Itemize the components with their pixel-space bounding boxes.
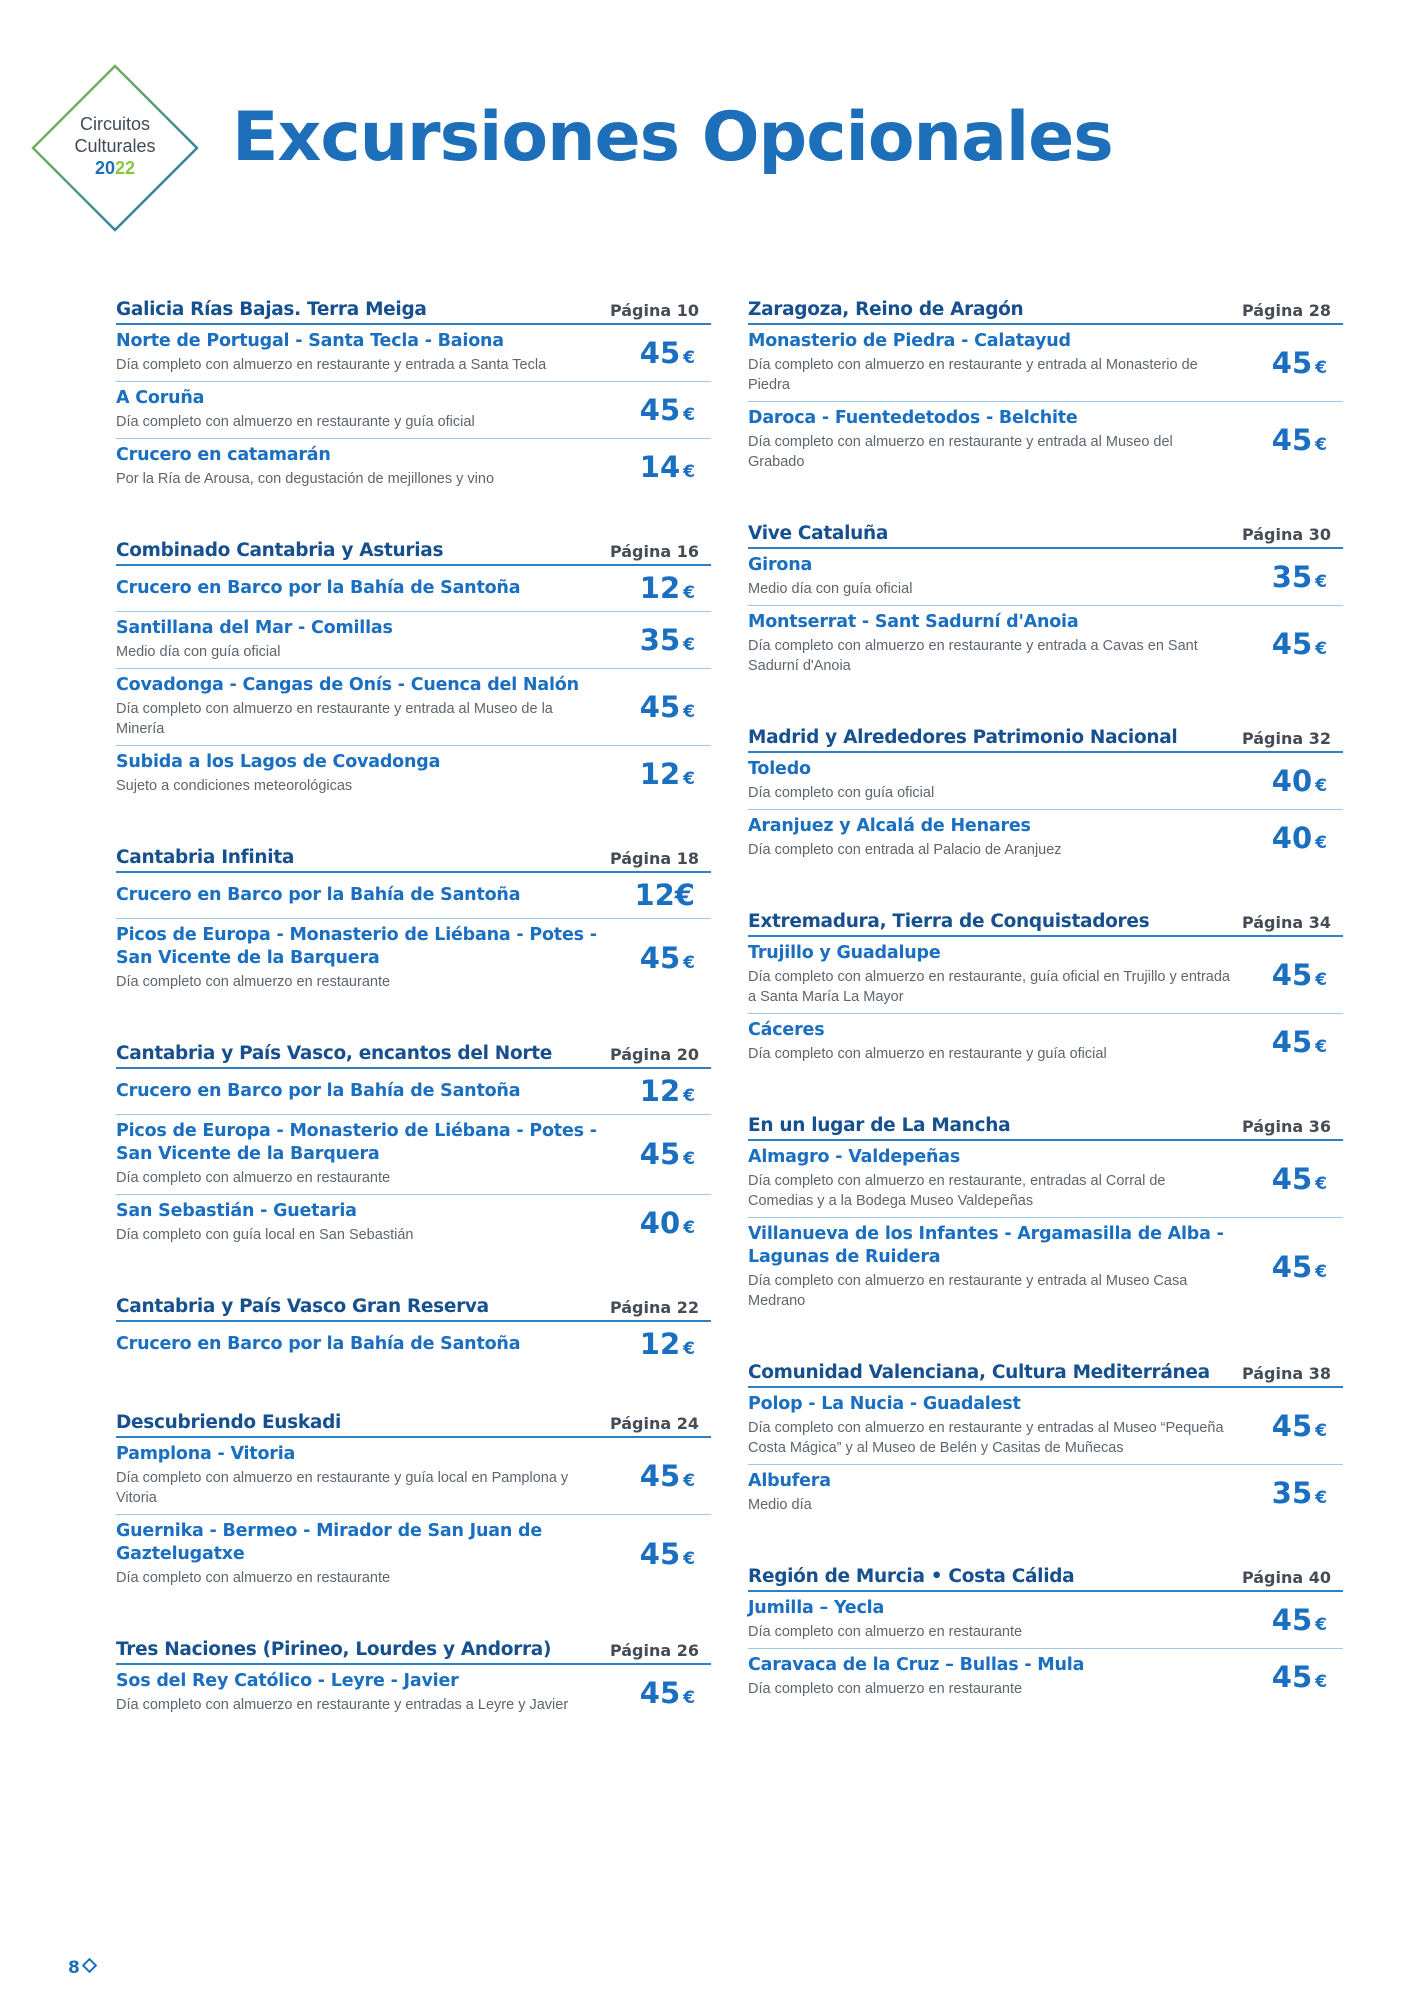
excursion-text — [116, 1120, 609, 1188]
right-column — [748, 298, 1343, 1749]
price-amount: 45 — [1271, 1024, 1313, 1059]
excursion-section — [748, 1565, 1343, 1705]
section-header — [116, 539, 711, 566]
price-amount: 12 — [639, 756, 681, 791]
excursion-item — [116, 1515, 711, 1594]
excursion-section — [748, 726, 1343, 866]
section-page-ref: Página 36 — [1241, 1117, 1331, 1136]
excursion-description: Día completo con almuerzo en restaurante y entrada al Museo Casa Medrano — [748, 1273, 1188, 1309]
excursion-price — [609, 1137, 711, 1171]
section-title: Cantabria Infinita — [116, 847, 295, 868]
section-title: Tres Naciones (Pirineo, Lourdes y Andorra) — [116, 1639, 552, 1660]
excursion-price — [1241, 423, 1343, 457]
section-header — [116, 298, 711, 325]
badge-line1: Circuitos — [79, 114, 150, 134]
price-amount: 45 — [639, 941, 681, 975]
price-amount: 45 — [639, 392, 681, 427]
price-amount: 45 — [1271, 1602, 1313, 1637]
section-header — [116, 1295, 711, 1322]
excursion-description: Día completo con almuerzo en restaurante y guía oficial — [116, 414, 475, 430]
section-header — [748, 726, 1343, 753]
excursion-section — [116, 1295, 711, 1367]
excursion-item — [116, 873, 711, 919]
excursion-item — [116, 325, 711, 382]
excursion-price — [609, 623, 711, 657]
excursion-name: Picos de Europa - Monasterio de Liébana - Potes - San Vicente de la Barquera — [116, 1121, 597, 1164]
excursion-item — [748, 753, 1343, 810]
price-currency: € — [683, 634, 695, 655]
excursion-item — [748, 1218, 1343, 1317]
excursion-description: Día completo con almuerzo en restaurante y entrada al Museo de la Minería — [116, 701, 553, 737]
price-amount: 45 — [1271, 422, 1313, 457]
section-page-ref: Página 16 — [609, 542, 699, 561]
excursion-text — [116, 884, 609, 907]
excursion-item — [748, 606, 1343, 682]
excursion-text — [748, 1019, 1241, 1064]
excursion-description: Día completo con almuerzo en restaurante — [116, 974, 391, 990]
excursion-section — [116, 539, 711, 802]
excursion-description: Día completo con almuerzo en restaurante y guía local en Pamplona y Vitoria — [116, 1470, 569, 1506]
section-title: Región de Murcia • Costa Cálida — [748, 1566, 1075, 1587]
price-currency: € — [683, 1149, 695, 1169]
excursion-price — [609, 1459, 711, 1493]
excursion-text — [116, 617, 609, 662]
excursion-item — [748, 325, 1343, 402]
excursion-section — [116, 1638, 711, 1721]
excursion-description: Día completo con almuerzo en restaurante — [748, 1681, 1023, 1697]
excursion-name: A Coruña — [116, 388, 205, 408]
price-currency: € — [683, 1687, 695, 1708]
section-header — [116, 1638, 711, 1665]
price-currency: € — [1315, 638, 1327, 659]
section-page-ref: Página 26 — [609, 1641, 699, 1660]
excursion-text — [748, 1470, 1241, 1515]
section-title: Descubriendo Euskadi — [116, 1412, 342, 1433]
excursion-description: Día completo con guía local en San Sebastián — [116, 1227, 414, 1243]
excursion-text — [748, 407, 1241, 472]
section-page-ref: Página 24 — [609, 1414, 699, 1433]
price-currency: € — [1315, 969, 1327, 990]
section-page-ref: Página 18 — [609, 849, 699, 868]
section-header — [748, 298, 1343, 325]
excursion-price — [609, 336, 711, 370]
section-header — [748, 1114, 1343, 1141]
excursion-price — [609, 1206, 711, 1240]
section-page-ref: Página 28 — [1241, 301, 1331, 320]
price-currency: € — [1315, 571, 1327, 592]
excursion-price — [609, 1327, 711, 1361]
excursion-text — [748, 942, 1241, 1007]
price-currency: € — [683, 953, 695, 973]
excursion-price — [1241, 764, 1343, 798]
badge-line2: Culturales — [74, 136, 156, 156]
excursion-text — [116, 1333, 609, 1356]
excursion-price — [1241, 821, 1343, 855]
excursion-price — [609, 757, 711, 791]
page-title: Excursiones Opcionales — [232, 98, 1113, 177]
excursion-price — [1241, 1250, 1343, 1284]
price-amount: 45 — [1271, 957, 1313, 992]
excursion-price — [609, 1537, 711, 1571]
excursion-description: Medio día — [748, 1497, 812, 1513]
excursion-description: Día completo con almuerzo en restaurante y entrada al Museo del Grabado — [748, 434, 1173, 470]
page-number: 8 — [68, 1958, 80, 1978]
excursion-description: Día completo con almuerzo en restaurante — [748, 1624, 1023, 1640]
excursion-text — [116, 387, 609, 432]
excursion-name: Subida a los Lagos de Covadonga — [116, 752, 441, 772]
excursion-text — [116, 1080, 609, 1103]
price-amount: 45 — [1271, 626, 1313, 661]
excursion-section — [748, 1361, 1343, 1521]
price-currency: € — [683, 1086, 695, 1106]
excursion-description: Día completo con almuerzo en restaurante y entrada al Monasterio de Piedra — [748, 357, 1198, 393]
excursion-item — [116, 1069, 711, 1115]
excursion-price — [609, 690, 711, 724]
excursion-price — [1241, 627, 1343, 661]
price-currency: € — [683, 461, 695, 482]
excursion-price — [609, 450, 711, 484]
excursion-item — [116, 1195, 711, 1251]
excursion-name: Crucero en Barco por la Bahía de Santoña — [116, 1080, 521, 1101]
circuitos-culturales-badge — [30, 63, 200, 233]
excursion-price — [1241, 560, 1343, 594]
excursion-item — [116, 1438, 711, 1515]
excursion-text — [116, 1443, 609, 1508]
excursion-section — [116, 1411, 711, 1594]
excursion-description: Día completo con almuerzo en restaurante y entrada a Santa Tecla — [116, 357, 547, 373]
excursion-item — [116, 439, 711, 495]
excursion-name: Monasterio de Piedra - Calatayud — [748, 331, 1071, 351]
excursion-text — [116, 674, 609, 739]
section-header — [116, 1411, 711, 1438]
excursion-item — [116, 1665, 711, 1721]
excursion-item — [748, 1465, 1343, 1521]
price-amount: 45 — [1271, 1659, 1313, 1694]
price-currency: € — [683, 1217, 695, 1238]
excursion-price — [1241, 1162, 1343, 1196]
excursion-item — [116, 919, 711, 998]
excursion-item — [748, 1014, 1343, 1070]
excursion-text — [116, 330, 609, 375]
excursion-item — [748, 1388, 1343, 1465]
excursion-item — [116, 669, 711, 746]
excursion-price — [1241, 1660, 1343, 1694]
excursion-text — [748, 815, 1241, 860]
excursion-name: Santillana del Mar - Comillas — [116, 618, 393, 638]
excursion-price — [1241, 346, 1343, 380]
excursion-price — [609, 941, 711, 975]
price-amount: 40 — [1271, 820, 1313, 855]
diamond-bullet-icon — [82, 1958, 98, 1974]
excursion-description: Día completo con almuerzo en restaurante y entradas a Leyre y Javier — [116, 1697, 569, 1713]
excursion-name: Albufera — [748, 1471, 831, 1491]
excursion-item — [116, 1322, 711, 1367]
excursion-name: Sos del Rey Católico - Leyre - Javier — [116, 1671, 459, 1691]
excursion-text — [116, 751, 609, 796]
excursion-price — [609, 1074, 711, 1108]
excursion-description: Día completo con entrada al Palacio de Aranjuez — [748, 842, 1062, 858]
section-title: Combinado Cantabria y Asturias — [116, 540, 444, 561]
price-amount: 45 — [639, 689, 681, 724]
excursion-price — [1241, 1476, 1343, 1510]
price-currency: € — [1315, 1173, 1327, 1194]
section-header — [748, 522, 1343, 549]
excursion-text — [116, 1200, 609, 1245]
section-page-ref: Página 10 — [609, 301, 699, 320]
excursion-item — [748, 402, 1343, 478]
excursion-name: Polop - La Nucia - Guadalest — [748, 1394, 1021, 1414]
excursion-name: San Sebastián - Guetaria — [116, 1201, 357, 1221]
price-currency: € — [683, 583, 695, 603]
excursion-name: Covadonga - Cangas de Onís - Cuenca del Nalón — [116, 675, 579, 695]
excursion-name: Crucero en catamarán — [116, 445, 331, 465]
section-page-ref: Página 22 — [609, 1298, 699, 1317]
price-currency: € — [1315, 1614, 1327, 1635]
excursion-name: Caravaca de la Cruz – Bullas - Mula — [748, 1655, 1085, 1675]
excursion-name: Montserrat - Sant Sadurní d'Anoia — [748, 612, 1079, 632]
excursion-price — [1241, 1025, 1343, 1059]
badge-year: 2022 — [94, 158, 136, 178]
excursion-section — [116, 298, 711, 495]
excursion-item — [748, 549, 1343, 606]
excursion-description: Día completo con almuerzo en restaurante, guía oficial en Trujillo y entrada a Santa María La Mayor — [748, 969, 1230, 1005]
price-currency: € — [1315, 1262, 1327, 1282]
section-header — [748, 1361, 1343, 1388]
price-amount: 45 — [639, 1675, 681, 1710]
price-currency: € — [1315, 832, 1327, 853]
excursion-name: Crucero en Barco por la Bahía de Santoña — [116, 884, 521, 905]
excursion-name: Almagro - Valdepeñas — [748, 1147, 961, 1167]
section-title: Comunidad Valenciana, Cultura Mediterránea — [748, 1362, 1210, 1383]
price-amount: 45 — [639, 335, 681, 370]
section-title: Madrid y Alrededores Patrimonio Nacional — [748, 727, 1178, 748]
excursion-description: Por la Ría de Arousa, con degustación de mejillones y vino — [116, 471, 495, 487]
excursion-name: Trujillo y Guadalupe — [748, 943, 941, 963]
section-header — [748, 910, 1343, 937]
excursion-description: Día completo con almuerzo en restaurante y guía oficial — [748, 1046, 1107, 1062]
price-currency: € — [683, 347, 695, 368]
excursion-description: Día completo con almuerzo en restaurante — [116, 1170, 391, 1186]
price-amount: 12€ — [634, 878, 695, 912]
section-header — [116, 1042, 711, 1069]
excursion-name: Cáceres — [748, 1020, 825, 1040]
excursion-section — [116, 1042, 711, 1251]
excursion-text — [116, 577, 609, 600]
price-amount: 45 — [1271, 1250, 1313, 1284]
excursion-price — [609, 1676, 711, 1710]
excursion-name: Villanueva de los Infantes - Argamasilla de Alba - Lagunas de Ruidera — [748, 1224, 1224, 1267]
price-currency: € — [683, 404, 695, 425]
excursion-name: Aranjuez y Alcalá de Henares — [748, 816, 1031, 836]
excursion-text — [116, 1520, 609, 1588]
price-amount: 45 — [639, 1458, 681, 1493]
price-amount: 12 — [639, 571, 681, 605]
excursion-item — [116, 1115, 711, 1195]
section-page-ref: Página 20 — [609, 1045, 699, 1064]
price-amount: 12 — [639, 1074, 681, 1108]
excursion-description: Sujeto a condiciones meteorológicas — [116, 778, 353, 794]
excursion-section — [748, 522, 1343, 682]
excursion-item — [116, 746, 711, 802]
price-amount: 45 — [1271, 345, 1313, 380]
section-page-ref: Página 34 — [1241, 913, 1331, 932]
excursion-name: Toledo — [748, 759, 811, 779]
excursion-name: Girona — [748, 555, 813, 575]
section-page-ref: Página 38 — [1241, 1364, 1331, 1383]
excursion-item — [748, 810, 1343, 866]
price-amount: 40 — [639, 1205, 681, 1240]
excursion-text — [748, 611, 1241, 676]
price-amount: 35 — [1271, 1475, 1313, 1510]
excursion-text — [748, 330, 1241, 395]
section-title: Zaragoza, Reino de Aragón — [748, 299, 1024, 320]
excursion-name: Crucero en Barco por la Bahía de Santoña — [116, 1333, 521, 1354]
price-currency: € — [683, 1549, 695, 1569]
section-title: Extremadura, Tierra de Conquistadores — [748, 911, 1150, 932]
price-amount: 40 — [1271, 763, 1313, 798]
excursion-text — [116, 1670, 609, 1715]
section-page-ref: Página 30 — [1241, 525, 1331, 544]
excursion-name: Norte de Portugal - Santa Tecla - Baiona — [116, 331, 504, 351]
excursion-name: Guernika - Bermeo - Mirador de San Juan de Gaztelugatxe — [116, 1521, 542, 1564]
excursion-description: Medio día con guía oficial — [748, 581, 913, 597]
excursion-description: Día completo con guía oficial — [748, 785, 935, 801]
excursion-price — [1241, 1409, 1343, 1443]
excursion-item — [116, 612, 711, 669]
excursion-item — [116, 382, 711, 439]
excursion-name: Daroca - Fuentedetodos - Belchite — [748, 408, 1078, 428]
excursion-price — [1241, 958, 1343, 992]
section-title: Vive Cataluña — [748, 523, 889, 544]
excursion-price — [1241, 1603, 1343, 1637]
price-amount: 12 — [639, 1327, 681, 1361]
price-amount: 45 — [639, 1137, 681, 1171]
price-currency: € — [1315, 357, 1327, 378]
excursion-name: Jumilla – Yecla — [748, 1598, 885, 1618]
excursion-description: Día completo con almuerzo en restaurante, entradas al Corral de Comedias y a la Bodega Museo Valdepeñas — [748, 1173, 1166, 1209]
excursion-name: Pamplona - Vitoria — [116, 1444, 296, 1464]
excursion-name: Crucero en Barco por la Bahía de Santoña — [116, 577, 521, 598]
price-currency: € — [683, 1339, 695, 1359]
excursion-item — [748, 1592, 1343, 1649]
section-page-ref: Página 40 — [1241, 1568, 1331, 1587]
price-currency: € — [1315, 1671, 1327, 1692]
excursion-price — [609, 393, 711, 427]
left-column — [116, 298, 711, 1765]
price-amount: 35 — [639, 622, 681, 657]
excursion-item — [748, 937, 1343, 1014]
page-footer — [68, 1958, 95, 1978]
excursion-item — [748, 1141, 1343, 1218]
price-currency: € — [1315, 1420, 1327, 1441]
excursion-text — [748, 1597, 1241, 1642]
excursion-description: Día completo con almuerzo en restaurante y entrada a Cavas en Sant Sadurní d'Anoia — [748, 638, 1198, 674]
price-currency: € — [1315, 434, 1327, 455]
price-currency: € — [683, 1470, 695, 1491]
price-amount: 45 — [1271, 1408, 1313, 1443]
section-header — [748, 1565, 1343, 1592]
excursion-text — [116, 444, 609, 489]
excursion-text — [116, 924, 609, 992]
excursion-section — [116, 846, 711, 998]
excursion-section — [748, 1114, 1343, 1317]
excursion-name: Picos de Europa - Monasterio de Liébana - Potes - San Vicente de la Barquera — [116, 925, 597, 968]
excursion-item — [748, 1649, 1343, 1705]
excursion-section — [748, 298, 1343, 478]
price-currency: € — [1315, 1487, 1327, 1508]
excursion-description: Día completo con almuerzo en restaurante y entradas al Museo “Pequeña Costa Mágica” y al Museo de Belén y Casitas de Muñecas — [748, 1420, 1224, 1456]
excursion-price — [609, 571, 711, 605]
section-title: En un lugar de La Mancha — [748, 1115, 1011, 1136]
excursion-section — [748, 910, 1343, 1070]
excursion-price — [609, 878, 711, 912]
excursion-item — [116, 566, 711, 612]
price-currency: € — [1315, 775, 1327, 796]
price-amount: 14 — [639, 449, 681, 484]
excursion-description: Medio día con guía oficial — [116, 644, 281, 660]
price-amount: 45 — [1271, 1161, 1313, 1196]
price-amount: 35 — [1271, 559, 1313, 594]
section-title: Cantabria y País Vasco Gran Reserva — [116, 1296, 489, 1317]
excursion-description: Día completo con almuerzo en restaurante — [116, 1570, 391, 1586]
section-page-ref: Página 32 — [1241, 729, 1331, 748]
excursion-text — [748, 554, 1241, 599]
excursion-text — [748, 1393, 1241, 1458]
section-header — [116, 846, 711, 873]
excursion-text — [748, 758, 1241, 803]
excursion-text — [748, 1654, 1241, 1699]
excursion-text — [748, 1223, 1241, 1311]
price-currency: € — [1315, 1036, 1327, 1057]
price-currency: € — [683, 701, 695, 722]
price-currency: € — [683, 768, 695, 789]
section-title: Cantabria y País Vasco, encantos del Norte — [116, 1043, 552, 1064]
excursion-text — [748, 1146, 1241, 1211]
price-amount: 45 — [639, 1537, 681, 1571]
section-title: Galicia Rías Bajas. Terra Meiga — [116, 299, 427, 320]
